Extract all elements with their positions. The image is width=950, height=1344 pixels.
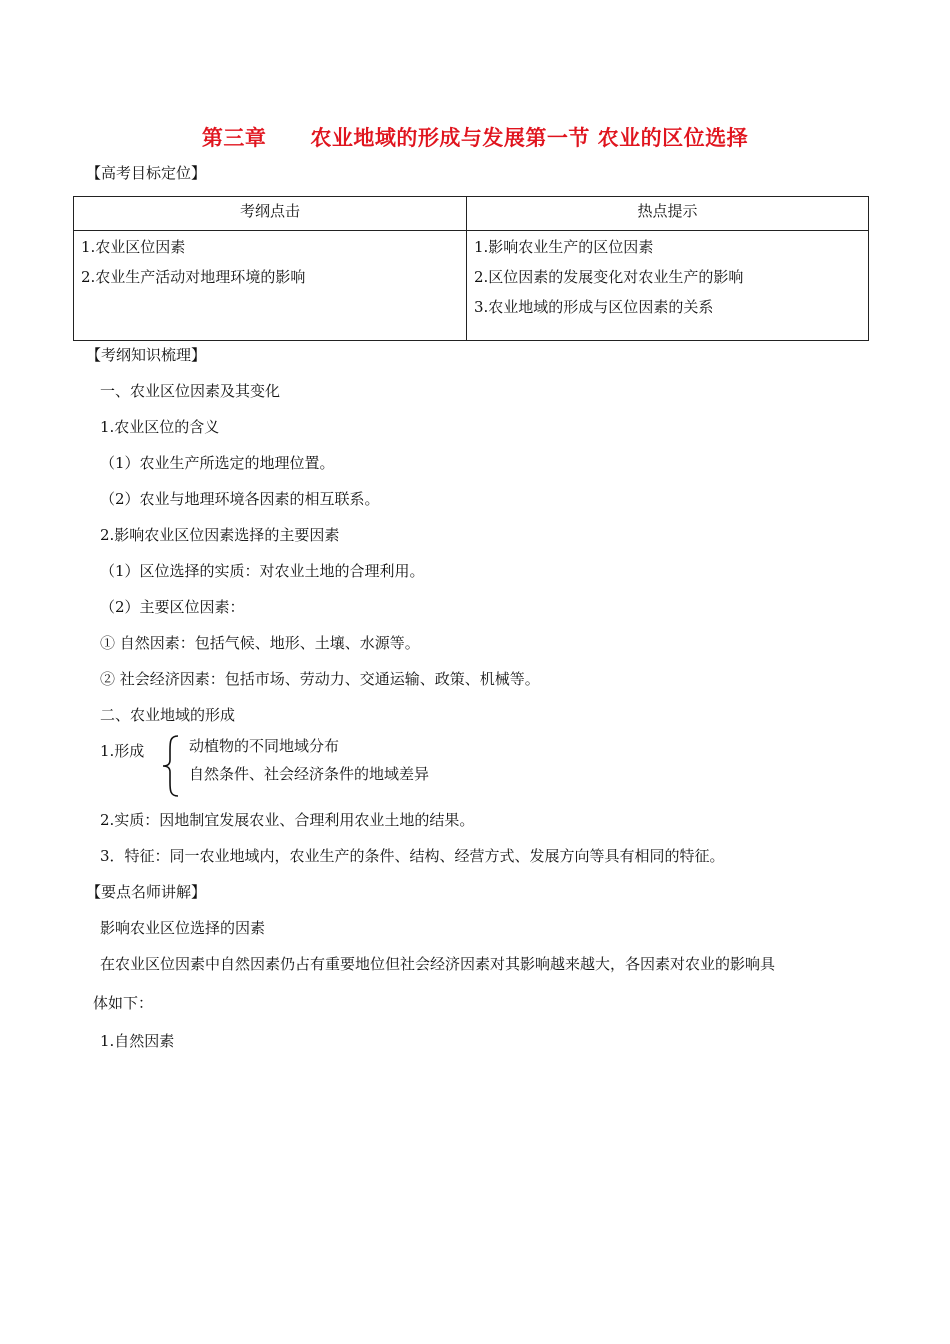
table-cell-left [74, 231, 467, 341]
section-title: 农业地域的形成与发展第一节 农业的区位选择 [310, 126, 749, 150]
table-header-left: 考纲点击 [74, 197, 467, 231]
subheading: 1.农业区位的含义 [100, 418, 220, 436]
section-heading-knowledge: 【考纲知识梳理】 [86, 346, 207, 364]
text-line: 2.实质：因地制宜发展农业、合理利用农业土地的结果。 [100, 811, 475, 829]
subheading: 影响农业区位选择的因素 [100, 919, 266, 937]
heading-1: 一、农业区位因素及其变化 [100, 382, 281, 400]
table-item: 2.区位因素的发展变化对农业生产的影响 [474, 268, 744, 286]
table-item: 3.农业地域的形成与区位因素的关系 [474, 298, 714, 316]
subheading: 1.自然因素 [100, 1032, 175, 1050]
goal-table [73, 196, 869, 341]
table-item: 2.农业生产活动对地理环境的影响 [81, 268, 306, 286]
section-heading-teacher: 【要点名师讲解】 [86, 883, 207, 901]
text-line: ① 自然因素：包括气候、地形、土壤、水源等。 [100, 634, 420, 652]
heading-2: 二、农业地域的形成 [100, 706, 236, 724]
paragraph-line: 体如下： [93, 994, 154, 1012]
text-line: ② 社会经济因素：包括市场、劳动力、交通运输、政策、机械等。 [100, 670, 540, 688]
chapter-label: 第三章 [201, 126, 267, 150]
page-title [0, 122, 950, 152]
section-heading-goal: 【高考目标定位】 [86, 164, 207, 182]
table-item: 1.农业区位因素 [81, 238, 186, 256]
text-line: （1）区位选择的实质：对农业土地的合理利用。 [100, 562, 425, 580]
left-brace-icon [160, 734, 182, 798]
table-cell-right [467, 231, 869, 341]
formation-label: 1.形成 [100, 742, 145, 760]
table-item: 1.影响农业生产的区位因素 [474, 238, 654, 256]
subheading: 2.影响农业区位因素选择的主要因素 [100, 526, 340, 544]
formation-item: 动植物的不同地域分布 [189, 737, 340, 755]
text-line: 3．特征：同一农业地域内，农业生产的条件、结构、经营方式、发展方向等具有相同的特征。 [100, 847, 725, 865]
table-header-right: 热点提示 [467, 197, 869, 231]
text-line: （1）农业生产所选定的地理位置。 [100, 454, 335, 472]
text-line: （2）主要区位因素： [100, 598, 245, 616]
paragraph-line: 在农业区位因素中自然因素仍占有重要地位但社会经济因素对其影响越来越大，各因素对农业的影响具 [100, 955, 776, 973]
text-line: （2）农业与地理环境各因素的相互联系。 [100, 490, 380, 508]
formation-item: 自然条件、社会经济条件的地域差异 [189, 765, 430, 783]
